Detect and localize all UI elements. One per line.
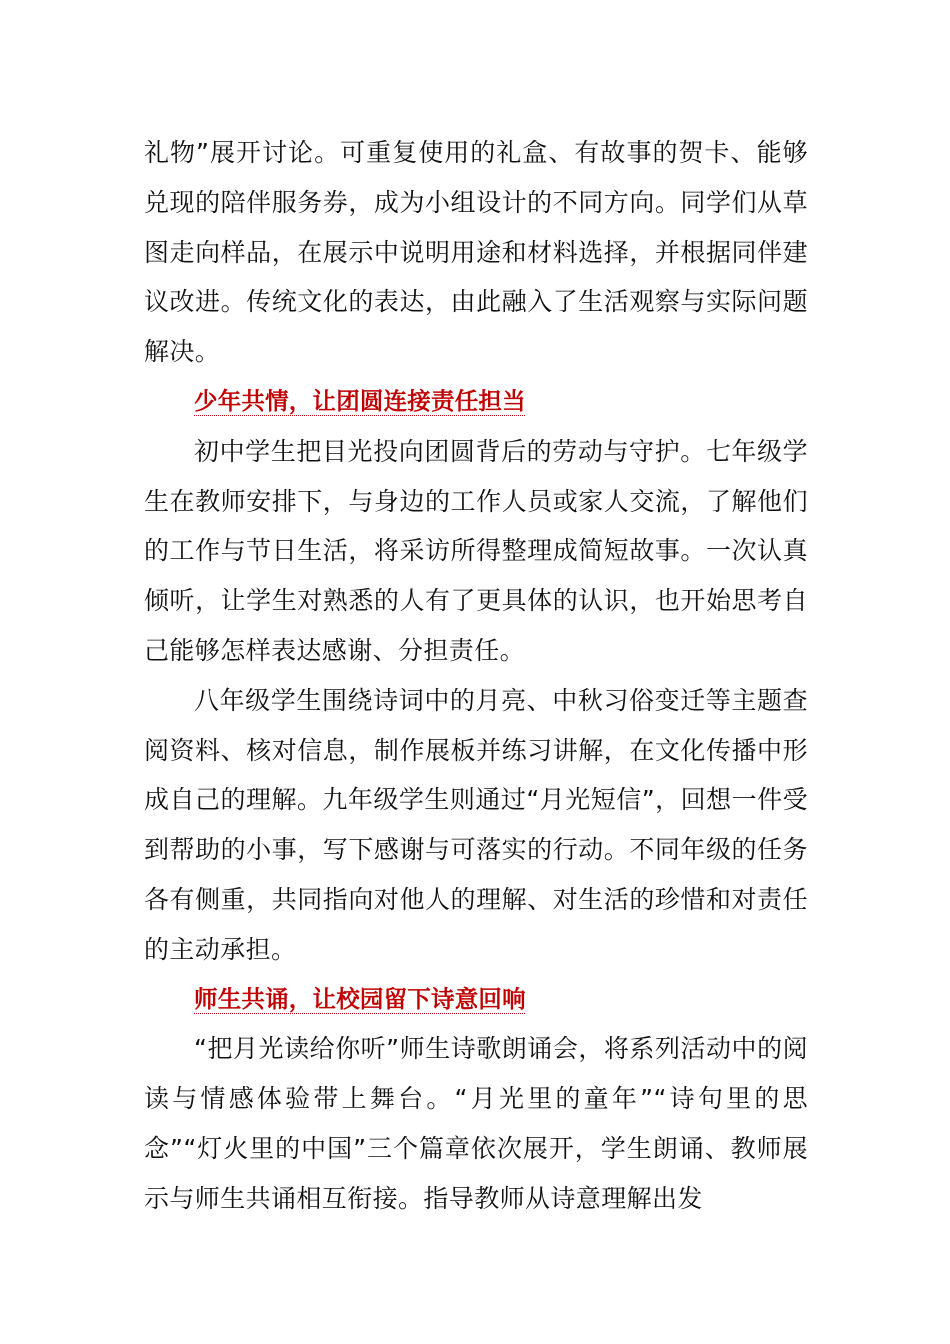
paragraph-junior-high: 初中学生把目光投向团圆背后的劳动与守护。七年级学生在教师安排下，与身边的工作人员或家人交流，了解他们的工作与节日生活，将采访所得整理成简短故事。一次认真倾听，让学生对熟悉的人有了更具体的认识，也开始思考自己能够怎样表达感谢、分担责任。 <box>144 436 808 665</box>
paragraph-poetry-recital: “把月光读给你听”师生诗歌朗诵会，将系列活动中的阅读与情感体验带上舞台。“月光里的童年”“诗句里的思念”“灯火里的中国”三个篇章依次展开，学生朗诵、教师展示与师生共诵相互衔接。指导教师从诗意理解出发 <box>144 1034 808 1213</box>
section-heading-youth-empathy <box>144 377 808 427</box>
article-body <box>144 128 808 1224</box>
paragraph-continued: 礼物”展开讨论。可重复使用的礼盒、有故事的贺卡、能够兑现的陪伴服务券，成为小组设计的不同方向。同学们从草图走向样品，在展示中说明用途和材料选择，并根据同伴建议改进。传统文化的表达，由此融入了生活观察与实际问题解决。 <box>144 138 808 367</box>
paragraph-grade-eight-nine: 八年级学生围绕诗词中的月亮、中秋习俗变迁等主题查阅资料、核对信息，制作展板并练习讲解，在文化传播中形成自己的理解。九年级学生则通过“月光短信”，回想一件受到帮助的小事，写下感谢与可落实的行动。不同年级的任务各有侧重，共同指向对他人的理解、对生活的珍惜和对责任的主动承担。 <box>144 685 808 964</box>
section-heading-text: 少年共情，让团圆连接责任担当 <box>194 386 526 415</box>
section-heading-recitation <box>144 975 808 1025</box>
section-heading-text: 师生共诵，让校园留下诗意回响 <box>194 984 526 1013</box>
